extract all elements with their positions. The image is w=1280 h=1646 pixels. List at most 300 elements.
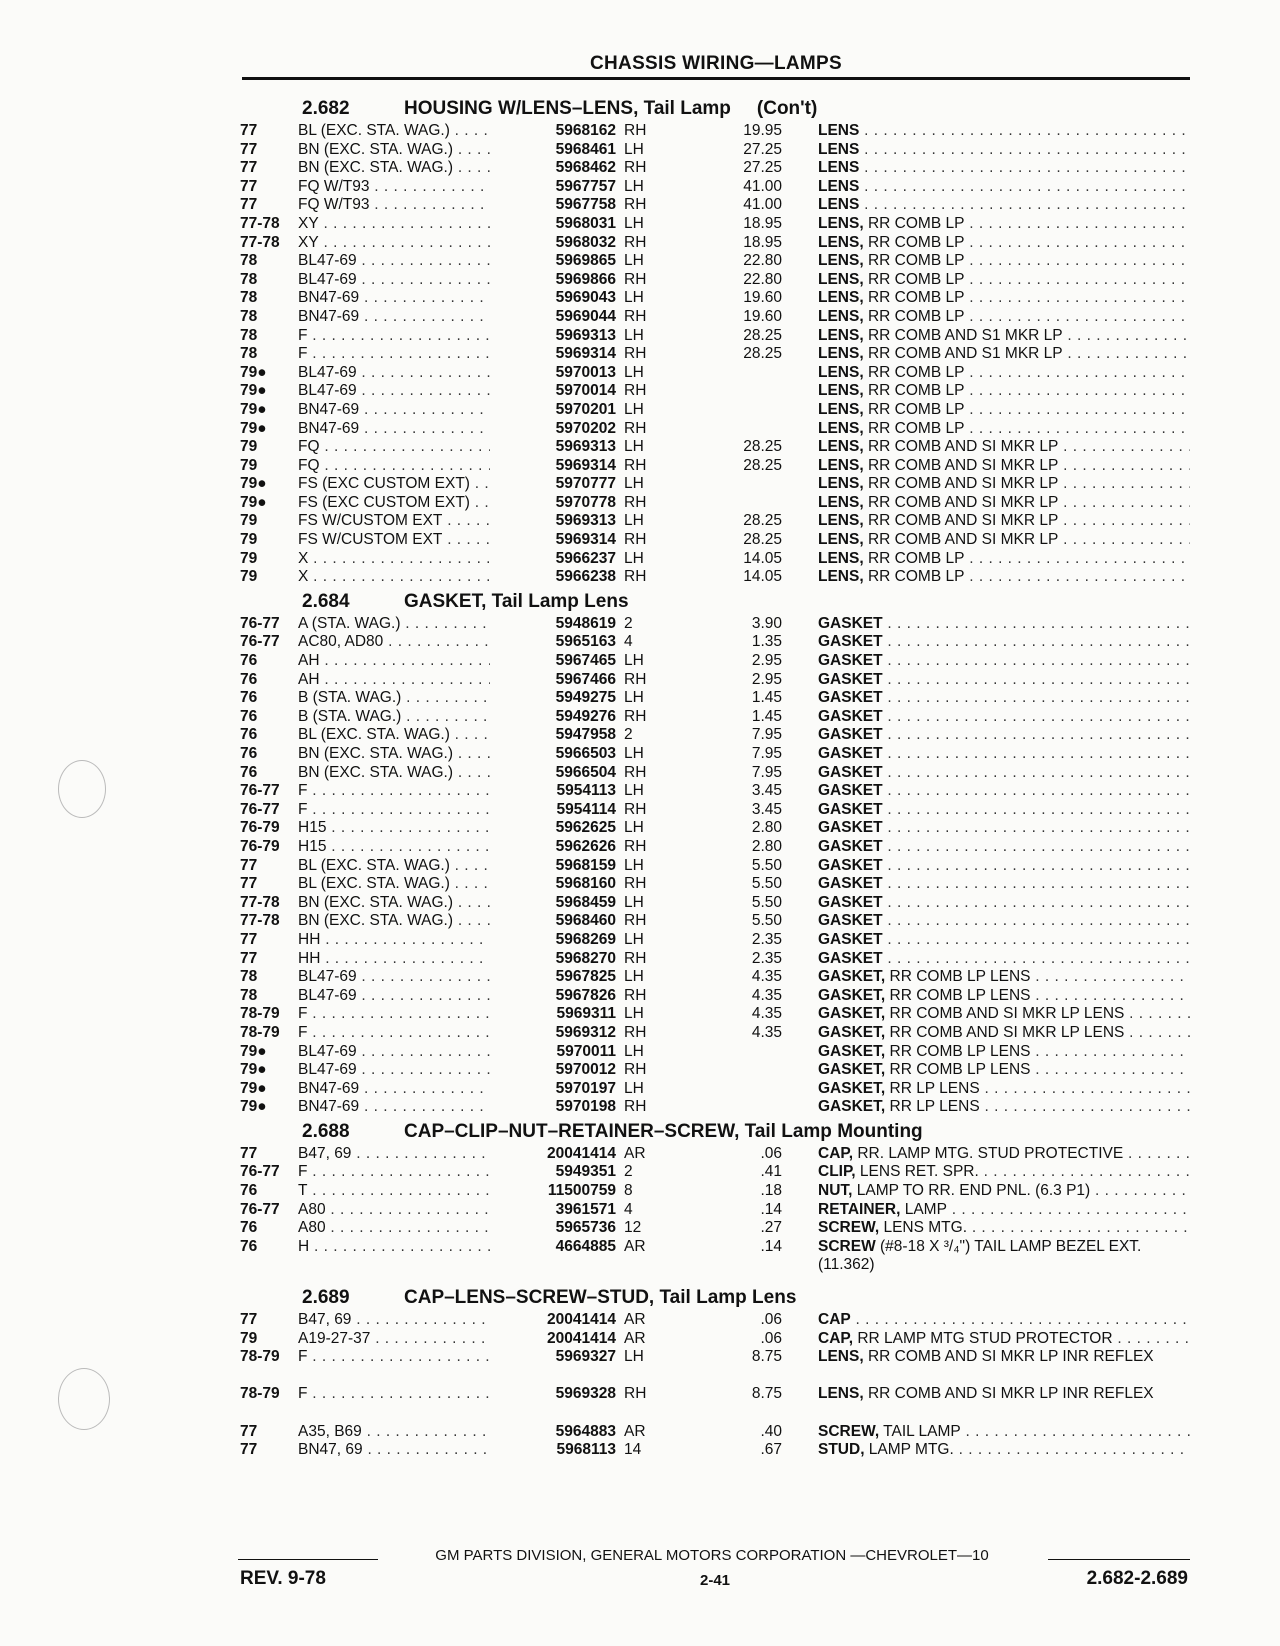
table-row [240,838,1190,857]
section-name: HOUSING W/LENS–LENS, Tail Lamp [404,98,731,119]
application: X . . . [298,568,506,587]
table-row [240,782,1190,801]
part-number: 5969314 [490,345,616,364]
section-number: 2.684 [302,590,350,612]
part-number: 5969312 [490,1024,616,1043]
model-year: 79 [240,1329,258,1347]
application: A80 . . . [298,1201,506,1220]
model-year: 79 [240,531,258,549]
part-number: 5966238 [490,568,616,587]
price: 28.25 [743,438,782,456]
price: 14.05 [743,568,782,586]
model-year: 76 [240,670,258,688]
description [818,234,1190,253]
price: 28.25 [743,512,782,530]
quantity: RH [624,382,647,400]
application: A19-27-37 . . . [298,1330,506,1349]
table-row [240,745,1190,764]
price: .40 [760,1422,782,1440]
description [818,912,1190,931]
price: 41.00 [743,196,782,214]
application: H . . . [298,1238,506,1257]
model-year: 78-79 [240,1005,280,1023]
part-name: LENS, [818,456,864,474]
price: 28.25 [743,345,782,363]
part-name: LENS, [818,382,864,400]
application: BN (EXC. STA. WAG.) . . . [298,745,506,764]
description [818,931,1190,950]
model-year: 77 [240,159,258,177]
part-number: 5965736 [490,1219,616,1238]
model-year: 77 [240,1311,258,1329]
description [818,401,1190,420]
part-name: LENS [818,159,860,177]
part-number: 5968159 [490,857,616,876]
description [818,689,1190,708]
model-year: 78 [240,345,258,363]
model-year: 78 [240,986,258,1004]
description [818,122,1190,141]
quantity: RH [624,233,647,251]
model-year: 79● [240,400,267,418]
description [818,1423,1190,1442]
quantity: 4 [624,633,633,651]
continued-label: (Con't) [756,98,818,119]
table-row [240,1330,1190,1349]
part-name: RETAINER, [818,1200,901,1218]
application: B47, 69 . . . [298,1145,506,1164]
price: 19.60 [743,307,782,325]
price: 2.80 [751,819,782,837]
quantity: RH [624,763,647,781]
part-number: 5968032 [490,234,616,253]
part-detail: RR COMB LP [863,252,965,270]
part-number: 5970777 [490,475,616,494]
description [818,819,1190,838]
quantity: 8 [624,1182,633,1200]
part-number: 5969313 [490,327,616,346]
application: B (STA. WAG.) . . . [298,689,506,708]
table-row [240,875,1190,894]
application: BN47-69 . . . [298,308,506,327]
price: 7.95 [751,763,782,781]
part-name: SCREW, [818,1219,880,1237]
quantity: 12 [624,1219,642,1237]
quantity: LH [624,782,644,800]
description [818,708,1190,727]
application: BL (EXC. STA. WAG.) . . . [298,122,506,141]
part-name: LENS [818,196,860,214]
section-header [240,96,1190,122]
part-detail: RR COMB LP LENS [885,1042,1031,1060]
part-number: 5970202 [490,420,616,439]
price: 4.35 [751,968,782,986]
description [818,782,1190,801]
table-row [240,1423,1190,1442]
description [818,1163,1190,1182]
model-year: 76-77 [240,782,280,800]
model-year: 76-77 [240,1163,280,1181]
table-row [240,1348,1190,1385]
description [818,950,1190,969]
part-name: GASKET [818,652,883,670]
model-year: 78 [240,252,258,270]
price: 5.50 [751,875,782,893]
description [818,457,1190,476]
part-detail: RR COMB LP LENS [885,968,1031,986]
application: H15 . . . [298,838,506,857]
model-year: 76 [240,1182,258,1200]
quantity: RH [624,912,647,930]
description [818,420,1190,439]
description [818,364,1190,383]
description [818,1238,1190,1275]
table-row [240,1182,1190,1201]
application: F . . . [298,782,506,801]
part-name: LENS, [818,252,864,270]
application: BL47-69 . . . [298,252,506,271]
quantity: RH [624,875,647,893]
quantity: RH [624,122,647,139]
part-name: GASKET, [818,1079,886,1097]
application: HH . . . [298,950,506,969]
part-number: 11500759 [490,1182,616,1201]
table-row [240,1043,1190,1062]
description [818,745,1190,764]
application: BN47-69 . . . [298,420,506,439]
description [818,987,1190,1006]
part-name: LENS, [818,214,864,232]
price: 5.50 [751,893,782,911]
part-number: 5969314 [490,457,616,476]
part-name: GASKET [818,912,883,930]
model-year: 76 [240,689,258,707]
model-year: 77 [240,1144,258,1162]
table-row [240,1219,1190,1238]
quantity: RH [624,837,647,855]
table-row [240,122,1190,141]
part-name: GASKET, [818,1061,886,1079]
application: X . . . [298,550,506,569]
model-year: 79 [240,512,258,530]
description [818,382,1190,401]
part-name: LENS, [818,363,864,381]
description [818,1201,1190,1220]
application: A35, B69 . . . [298,1423,506,1442]
section-range: 2.682-2.689 [1086,1568,1188,1589]
description [818,1145,1190,1164]
application: BN (EXC. STA. WAG.) . . . [298,141,506,160]
part-number: 5948619 [490,615,616,634]
price: 28.25 [743,326,782,344]
part-number: 5968269 [490,931,616,950]
part-detail: RR COMB LP [863,233,965,251]
part-name: GASKET [818,614,883,632]
price: 2.35 [751,949,782,967]
part-number: 4664885 [490,1238,616,1257]
part-number: 5970778 [490,494,616,513]
price: 28.25 [743,456,782,474]
table-row [240,1145,1190,1164]
table-row [240,512,1190,531]
description [818,159,1190,178]
model-year: 77 [240,856,258,874]
table-row [240,1080,1190,1099]
model-year: 77-78 [240,233,280,251]
model-year: 76 [240,1237,258,1255]
description [818,550,1190,569]
part-number: 5969313 [490,438,616,457]
application: BN (EXC. STA. WAG.) . . . [298,894,506,913]
quantity: LH [624,252,644,270]
description [818,327,1190,346]
model-year: 77 [240,875,258,893]
table-row [240,494,1190,513]
table-row [240,531,1190,550]
application: FS (EXC CUSTOM EXT) . . . [298,494,506,513]
model-year: 79● [240,1079,267,1097]
model-year: 77 [240,1422,258,1440]
part-detail: RR LAMP MTG STUD PROTECTOR [853,1329,1113,1347]
model-year: 76-77 [240,1200,280,1218]
quantity: RH [624,1385,647,1403]
application: BL (EXC. STA. WAG.) . . . [298,875,506,894]
application: BN47-69 . . . [298,401,506,420]
price: .06 [760,1311,782,1329]
application: F . . . [298,801,506,820]
application: FQ . . . [298,438,506,457]
footer-publisher: GM PARTS DIVISION, GENERAL MOTORS CORPORATION —CHEVROLET—10 [435,1547,989,1564]
model-year: 79● [240,493,267,511]
quantity: RH [624,1061,647,1079]
description [818,633,1190,652]
description [818,968,1190,987]
application: BN (EXC. STA. WAG.) . . . [298,912,506,931]
price: 4.35 [751,1023,782,1041]
description [818,531,1190,550]
part-name: LENS [818,177,860,195]
section-header [240,589,1190,615]
price: .18 [760,1182,782,1200]
description [818,1348,1190,1385]
header-rule [242,77,1190,80]
part-name: GASKET [818,707,883,725]
quantity: AR [624,1144,646,1162]
description [818,308,1190,327]
table-row [240,1311,1190,1330]
price: 1.45 [751,707,782,725]
table-row [240,178,1190,197]
part-number: 5962626 [490,838,616,857]
part-name: STUD, [818,1441,865,1459]
part-detail: RR COMB LP [863,307,965,325]
application: T . . . [298,1182,506,1201]
part-name: LENS, [818,493,864,511]
quantity: RH [624,456,647,474]
description [818,345,1190,364]
table-row [240,401,1190,420]
quantity: RH [624,707,647,725]
section-number: 2.688 [302,1120,350,1142]
part-number: 5967466 [490,671,616,690]
binder-hole-mark [58,1368,110,1430]
application: F . . . [298,1005,506,1024]
part-name: GASKET [818,856,883,874]
description [818,801,1190,820]
part-number: 5970198 [490,1098,616,1117]
part-name: GASKET [818,633,883,651]
application: BN (EXC. STA. WAG.) . . . [298,764,506,783]
quantity: LH [624,1042,644,1060]
model-year: 76 [240,652,258,670]
price: .06 [760,1329,782,1347]
part-number: 5954113 [490,782,616,801]
price: 1.45 [751,689,782,707]
part-number: 5968461 [490,141,616,160]
description [818,568,1190,587]
description [818,1005,1190,1024]
price: 1.35 [751,633,782,651]
part-number: 5970014 [490,382,616,401]
model-year: 77-78 [240,214,280,232]
description [818,1024,1190,1043]
price: 22.80 [743,270,782,288]
table-row [240,141,1190,160]
part-name: GASKET [818,837,883,855]
part-detail: LENS MTG. [879,1219,968,1237]
quantity: LH [624,140,644,158]
price: 8.75 [751,1348,782,1366]
price: 27.25 [743,159,782,177]
quantity: LH [624,745,644,762]
table-row [240,271,1190,290]
part-name: GASKET, [818,1023,886,1041]
part-number: 20041414 [490,1330,616,1349]
part-name: LENS, [818,531,864,549]
table-row [240,1024,1190,1043]
part-number: 5968160 [490,875,616,894]
part-detail: LAMP [900,1200,947,1218]
quantity: 2 [624,726,633,744]
application: HH . . . [298,931,506,950]
description [818,141,1190,160]
description [818,252,1190,271]
quantity: LH [624,214,644,232]
part-name: CAP, [818,1329,854,1347]
part-name: GASKET [818,782,883,800]
application: BL47-69 . . . [298,382,506,401]
description [818,271,1190,290]
application: BN47-69 . . . [298,1098,506,1117]
quantity: RH [624,800,647,818]
part-name: CAP, [818,1144,854,1162]
quantity: AR [624,1329,646,1347]
part-number: 5969865 [490,252,616,271]
part-detail: RR COMB LP [863,214,965,232]
model-year: 76-79 [240,819,280,837]
description [818,178,1190,197]
table-row [240,968,1190,987]
table-row [240,950,1190,969]
quantity: LH [624,856,644,874]
section-header [240,1119,1190,1145]
part-name: LENS, [818,233,864,251]
table-row [240,671,1190,690]
table-row [240,801,1190,820]
part-number: 5964883 [490,1423,616,1442]
price: 2.80 [751,837,782,855]
part-name: LENS, [818,400,864,418]
description [818,289,1190,308]
quantity: LH [624,1005,644,1023]
part-detail: RR COMB AND SI MKR LP LENS [885,1005,1125,1023]
footer-rule-left [238,1559,378,1560]
quantity: RH [624,493,647,511]
model-year: 77 [240,140,258,158]
part-name: LENS, [818,549,864,567]
table-row [240,1385,1190,1422]
part-name: GASKET [818,819,883,837]
application: FQ W/T93 . . . [298,196,506,215]
application: AH . . . [298,652,506,671]
model-year: 76 [240,763,258,781]
quantity: LH [624,475,644,493]
model-year: 77 [240,177,258,195]
model-year: 78 [240,326,258,344]
price: 8.75 [751,1385,782,1403]
quantity: RH [624,307,647,325]
table-row [240,475,1190,494]
price: 28.25 [743,531,782,549]
part-name: SCREW [818,1237,876,1255]
application: F . . . [298,1385,506,1404]
part-number: 5966503 [490,745,616,764]
table-row [240,633,1190,652]
part-detail: RR COMB LP [863,549,965,567]
part-number: 5968113 [490,1441,616,1460]
model-year: 77-78 [240,912,280,930]
part-number: 5949276 [490,708,616,727]
table-row [240,438,1190,457]
part-detail: RR COMB AND SI MKR LP [863,493,1059,511]
application: BL47-69 . . . [298,968,506,987]
part-name: GASKET [818,689,883,707]
price: 41.00 [743,177,782,195]
model-year: 77 [240,1441,258,1459]
model-year: 78 [240,289,258,307]
part-name: LENS [818,140,860,158]
application: F . . . [298,1024,506,1043]
table-row [240,1441,1190,1460]
price: 14.05 [743,549,782,567]
model-year: 79 [240,438,258,456]
description [818,652,1190,671]
part-number: 5949275 [490,689,616,708]
part-number: 5969044 [490,308,616,327]
model-year: 76 [240,726,258,744]
part-detail: RR COMB LP [863,382,965,400]
part-number: 5968462 [490,159,616,178]
application: BL47-69 . . . [298,987,506,1006]
part-number: 5949351 [490,1163,616,1182]
application: BN47-69 . . . [298,289,506,308]
description [818,838,1190,857]
quantity: LH [624,1079,644,1097]
description [818,726,1190,745]
part-name: LENS, [818,307,864,325]
model-year: 79● [240,363,267,381]
part-number: 5969311 [490,1005,616,1024]
